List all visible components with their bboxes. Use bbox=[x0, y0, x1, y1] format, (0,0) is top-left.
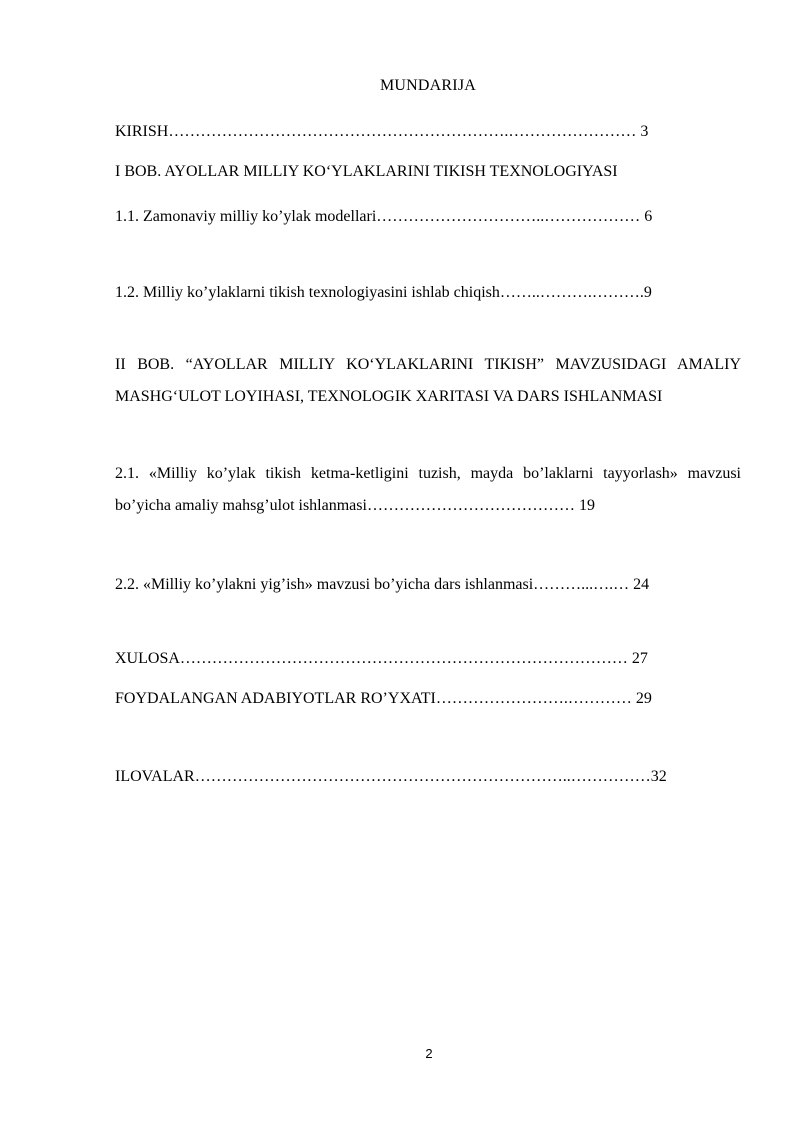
toc-entry-xulosa: XULOSA………………………………………………………………………… 27 bbox=[115, 650, 648, 667]
toc-entry-adabiyotlar: FOYDALANGAN ADABIYOTLAR RO’YXATI…………………….………… 29 bbox=[115, 690, 652, 707]
toc-entry-chapter-1: I BOB. AYOLLAR MILLIY KO‘YLAKLARINI TIKISH TEXNOLOGIYASI bbox=[115, 163, 618, 180]
toc-entry-chapter-2: II BOB. “AYOLLAR MILLIY KO‘YLAKLARINI TIKISH” MAVZUSIDAGI AMALIY MASHG‘ULOT LOYIHASI, TEXNOLOGIK XARITASI VA DARS ISHLANMASI bbox=[115, 356, 741, 405]
toc-heading: MUNDARIJA bbox=[379, 77, 477, 94]
toc-entry-ilovalar: ILOVALAR……………………………………………………………..……………32 bbox=[115, 768, 667, 785]
toc-entry-2-2: 2.2. «Milliy ko’ylakni yig’ish» mavzusi bo’yicha dars ishlanmasi………...….… 24 bbox=[115, 576, 650, 593]
toc-entry-2-1: 2.1. «Milliy ko’ylak tikish ketma-ketligini tuzish, mayda bo’laklarni tayyorlash» mavzusi bo’yicha amaliy mahsg’ulot ishlanmasi………………………………… 19 bbox=[115, 465, 741, 514]
page-number: 2 bbox=[425, 1046, 433, 1061]
toc-entry-1-2: 1.2. Milliy ko’ylaklarni tikish texnologiyasini ishlab chiqish……..……….……….9 bbox=[115, 284, 652, 301]
toc-entry-1-1: 1.1. Zamonaviy milliy ko’ylak modellari…………………………..……………… 6 bbox=[115, 208, 653, 225]
toc-entry-kirish: KIRISH……………………………………………………….…………………… 3 bbox=[115, 123, 649, 140]
